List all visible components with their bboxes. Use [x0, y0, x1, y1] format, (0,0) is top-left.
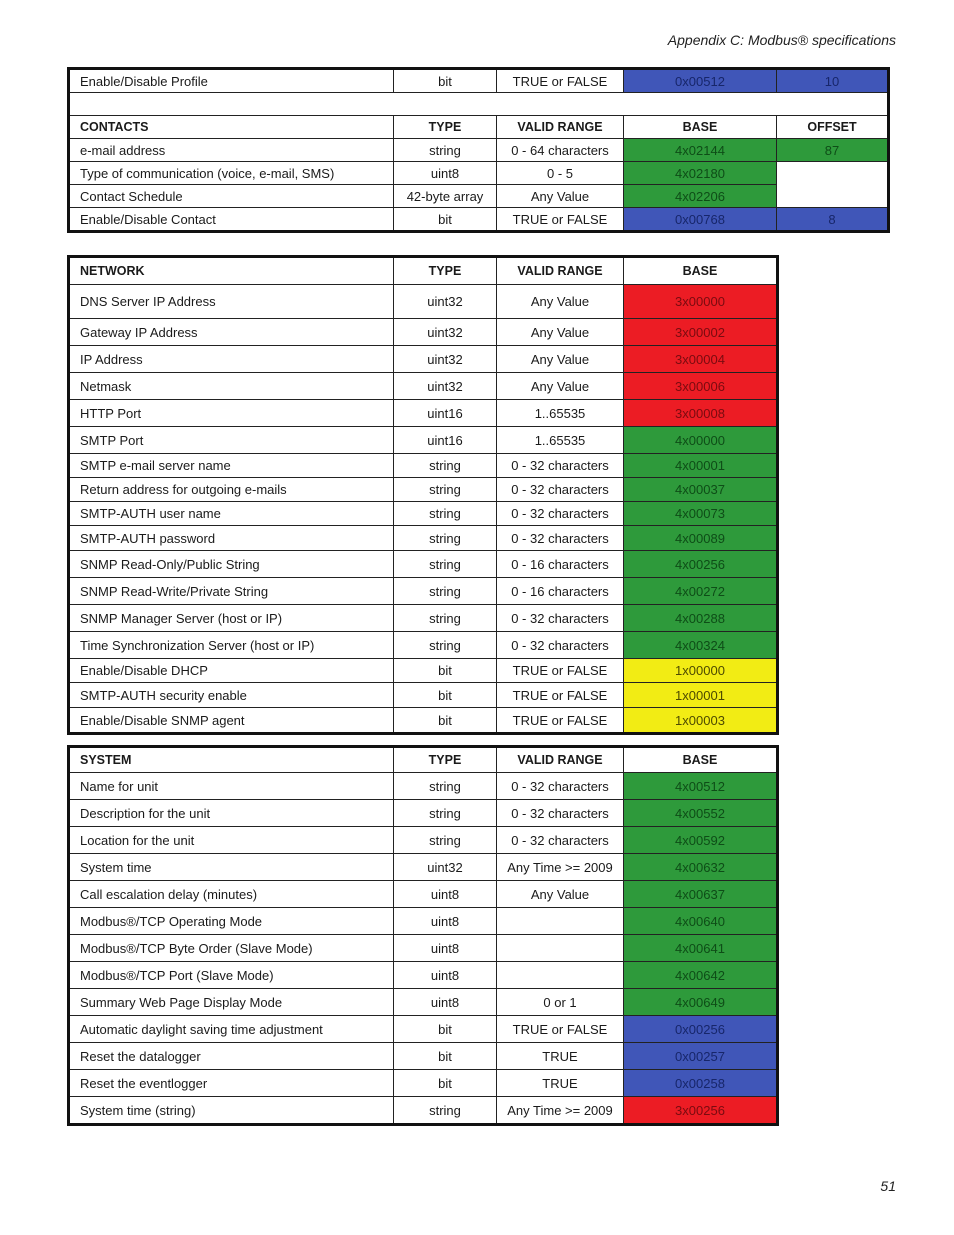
- table-row: [69, 400, 778, 427]
- table-row: [69, 1070, 778, 1097]
- table-row: [69, 800, 778, 827]
- field-base: 3x00008: [624, 400, 778, 427]
- field-type: uint8: [394, 935, 497, 962]
- field-range: TRUE or FALSE: [497, 69, 624, 93]
- field-name: Automatic daylight saving time adjustment: [69, 1016, 394, 1043]
- table-row: [69, 373, 778, 400]
- field-name: SMTP e-mail server name: [69, 454, 394, 478]
- field-name: Modbus®/TCP Byte Order (Slave Mode): [69, 935, 394, 962]
- field-type: string: [394, 502, 497, 526]
- field-type: uint32: [394, 373, 497, 400]
- field-name: Enable/Disable Contact: [69, 208, 394, 232]
- table-row: [69, 989, 778, 1016]
- field-type: bit: [394, 1070, 497, 1097]
- field-type: string: [394, 800, 497, 827]
- field-range: TRUE or FALSE: [497, 683, 624, 708]
- field-base: 0x00256: [624, 1016, 778, 1043]
- column-header-range: VALID RANGE: [497, 116, 624, 139]
- section-title: CONTACTS: [69, 116, 394, 139]
- field-type: bit: [394, 683, 497, 708]
- field-name: IP Address: [69, 346, 394, 373]
- field-base: 4x00641: [624, 935, 778, 962]
- field-type: uint32: [394, 346, 497, 373]
- field-range: TRUE: [497, 1070, 624, 1097]
- system-table: [67, 745, 779, 1126]
- field-type: string: [394, 578, 497, 605]
- field-range: 0 - 32 characters: [497, 773, 624, 800]
- field-type: uint16: [394, 400, 497, 427]
- header-row: [69, 747, 778, 773]
- table-row: [69, 632, 778, 659]
- field-name: System time: [69, 854, 394, 881]
- column-header-range: VALID RANGE: [497, 747, 624, 773]
- field-range: 0 or 1: [497, 989, 624, 1016]
- field-name: Reset the eventlogger: [69, 1070, 394, 1097]
- table-row: [69, 551, 778, 578]
- field-base: 3x00004: [624, 346, 778, 373]
- field-range: 0 - 16 characters: [497, 578, 624, 605]
- field-range: [497, 962, 624, 989]
- field-base: 1x00003: [624, 708, 778, 734]
- field-type: uint8: [394, 962, 497, 989]
- field-base: 4x00037: [624, 478, 778, 502]
- field-base: 3x00256: [624, 1097, 778, 1125]
- field-base: 0x00257: [624, 1043, 778, 1070]
- table-row: [69, 208, 889, 232]
- field-range: 0 - 32 characters: [497, 526, 624, 551]
- table-row: [69, 1043, 778, 1070]
- field-type: bit: [394, 708, 497, 734]
- table-row: [69, 285, 778, 319]
- field-name: Contact Schedule: [69, 185, 394, 208]
- field-type: uint32: [394, 285, 497, 319]
- field-name: Gateway IP Address: [69, 319, 394, 346]
- field-base: 0x00512: [624, 69, 777, 93]
- field-base: 0x00258: [624, 1070, 778, 1097]
- field-name: Summary Web Page Display Mode: [69, 989, 394, 1016]
- field-range: 0 - 32 characters: [497, 605, 624, 632]
- page-header: Appendix C: Modbus® specifications: [667, 32, 896, 48]
- table-row: [69, 346, 778, 373]
- field-base: 3x00000: [624, 285, 778, 319]
- field-type: 42-byte array: [394, 185, 497, 208]
- field-base: 4x00637: [624, 881, 778, 908]
- table-row: [69, 935, 778, 962]
- column-header-type: TYPE: [394, 747, 497, 773]
- field-type: string: [394, 1097, 497, 1125]
- table-row: [69, 908, 778, 935]
- field-name: Description for the unit: [69, 800, 394, 827]
- field-range: [497, 908, 624, 935]
- spacer-row: [69, 93, 889, 116]
- field-type: uint8: [394, 881, 497, 908]
- field-offset: 10: [777, 69, 889, 93]
- table-row: [69, 1097, 778, 1125]
- table-row: [69, 478, 778, 502]
- table-row: [69, 683, 778, 708]
- field-base: 4x00324: [624, 632, 778, 659]
- field-name: SMTP-AUTH user name: [69, 502, 394, 526]
- field-range: TRUE or FALSE: [497, 659, 624, 683]
- field-range: Any Value: [497, 346, 624, 373]
- field-name: Modbus®/TCP Operating Mode: [69, 908, 394, 935]
- field-base: 4x00256: [624, 551, 778, 578]
- field-range: TRUE or FALSE: [497, 208, 624, 232]
- field-range: 0 - 32 characters: [497, 502, 624, 526]
- field-range: 0 - 5: [497, 162, 624, 185]
- section-title: NETWORK: [69, 257, 394, 285]
- field-range: TRUE or FALSE: [497, 708, 624, 734]
- field-type: uint8: [394, 162, 497, 185]
- table-row: [69, 502, 778, 526]
- field-base: 4x02206: [624, 185, 777, 208]
- table-row: [69, 319, 778, 346]
- field-name: DNS Server IP Address: [69, 285, 394, 319]
- field-range: Any Value: [497, 185, 624, 208]
- section-title: SYSTEM: [69, 747, 394, 773]
- field-offset: 87: [777, 139, 889, 162]
- field-type: string: [394, 551, 497, 578]
- field-name: SMTP-AUTH security enable: [69, 683, 394, 708]
- field-base: 4x00089: [624, 526, 778, 551]
- column-header-offset: OFFSET: [777, 116, 889, 139]
- field-base: 1x00001: [624, 683, 778, 708]
- table-row: [69, 827, 778, 854]
- column-header-base: BASE: [624, 257, 778, 285]
- field-base: 4x00001: [624, 454, 778, 478]
- table-row: [69, 185, 889, 208]
- header-row: [69, 257, 778, 285]
- field-name: SMTP-AUTH password: [69, 526, 394, 551]
- field-type: bit: [394, 1043, 497, 1070]
- field-base: 0x00768: [624, 208, 777, 232]
- field-range: Any Value: [497, 881, 624, 908]
- table-row: [69, 708, 778, 734]
- field-range: 0 - 16 characters: [497, 551, 624, 578]
- field-type: bit: [394, 659, 497, 683]
- column-header-base: BASE: [624, 116, 777, 139]
- column-header-base: BASE: [624, 747, 778, 773]
- field-name: Enable/Disable Profile: [69, 69, 394, 93]
- field-range: TRUE: [497, 1043, 624, 1070]
- field-type: uint32: [394, 319, 497, 346]
- field-range: 0 - 32 characters: [497, 800, 624, 827]
- field-range: 0 - 64 characters: [497, 139, 624, 162]
- network-table: [67, 255, 779, 735]
- spacer-cell: [69, 93, 889, 116]
- field-name: Call escalation delay (minutes): [69, 881, 394, 908]
- field-base: 4x02180: [624, 162, 777, 185]
- field-base: 4x00073: [624, 502, 778, 526]
- table-row: [69, 162, 889, 185]
- field-type: string: [394, 454, 497, 478]
- field-range: Any Value: [497, 285, 624, 319]
- field-type: uint8: [394, 989, 497, 1016]
- field-name: Enable/Disable DHCP: [69, 659, 394, 683]
- table-row: [69, 773, 778, 800]
- field-type: string: [394, 478, 497, 502]
- field-type: uint8: [394, 908, 497, 935]
- field-name: HTTP Port: [69, 400, 394, 427]
- column-header-type: TYPE: [394, 257, 497, 285]
- field-name: Type of communication (voice, e-mail, SMS): [69, 162, 394, 185]
- table-row: [69, 578, 778, 605]
- field-base: 4x02144: [624, 139, 777, 162]
- field-name: Enable/Disable SNMP agent: [69, 708, 394, 734]
- field-name: SNMP Read-Only/Public String: [69, 551, 394, 578]
- field-name: e-mail address: [69, 139, 394, 162]
- field-name: Location for the unit: [69, 827, 394, 854]
- field-base: 1x00000: [624, 659, 778, 683]
- field-base: 4x00552: [624, 800, 778, 827]
- field-base: 4x00649: [624, 989, 778, 1016]
- field-type: uint32: [394, 854, 497, 881]
- column-header-type: TYPE: [394, 116, 497, 139]
- field-name: Modbus®/TCP Port (Slave Mode): [69, 962, 394, 989]
- table-row: [69, 69, 889, 93]
- contacts-table: [67, 67, 890, 233]
- field-range: Any Value: [497, 373, 624, 400]
- field-range: 0 - 32 characters: [497, 478, 624, 502]
- field-name: SNMP Manager Server (host or IP): [69, 605, 394, 632]
- field-name: Name for unit: [69, 773, 394, 800]
- table-row: [69, 881, 778, 908]
- table-row: [69, 427, 778, 454]
- field-base: 4x00512: [624, 773, 778, 800]
- field-range: Any Time >= 2009: [497, 854, 624, 881]
- field-offset: 8: [777, 208, 889, 232]
- field-name: Time Synchronization Server (host or IP): [69, 632, 394, 659]
- field-type: string: [394, 139, 497, 162]
- table-row: [69, 854, 778, 881]
- field-name: SMTP Port: [69, 427, 394, 454]
- field-range: 0 - 32 characters: [497, 632, 624, 659]
- header-row: [69, 116, 889, 139]
- field-name: System time (string): [69, 1097, 394, 1125]
- field-name: Netmask: [69, 373, 394, 400]
- field-base: 3x00002: [624, 319, 778, 346]
- table-row: [69, 139, 889, 162]
- field-type: string: [394, 827, 497, 854]
- column-header-range: VALID RANGE: [497, 257, 624, 285]
- field-range: 0 - 32 characters: [497, 827, 624, 854]
- field-base: 3x00006: [624, 373, 778, 400]
- field-range: 1..65535: [497, 400, 624, 427]
- field-range: Any Time >= 2009: [497, 1097, 624, 1125]
- table-row: [69, 526, 778, 551]
- field-base: 4x00640: [624, 908, 778, 935]
- field-type: bit: [394, 69, 497, 93]
- field-type: string: [394, 632, 497, 659]
- table-row: [69, 1016, 778, 1043]
- field-type: bit: [394, 1016, 497, 1043]
- field-name: Reset the datalogger: [69, 1043, 394, 1070]
- field-type: string: [394, 605, 497, 632]
- field-name: Return address for outgoing e-mails: [69, 478, 394, 502]
- field-name: SNMP Read-Write/Private String: [69, 578, 394, 605]
- field-base: 4x00642: [624, 962, 778, 989]
- field-type: string: [394, 773, 497, 800]
- table-row: [69, 659, 778, 683]
- table-row: [69, 454, 778, 478]
- field-base: 4x00000: [624, 427, 778, 454]
- field-range: [497, 935, 624, 962]
- field-range: Any Value: [497, 319, 624, 346]
- field-range: TRUE or FALSE: [497, 1016, 624, 1043]
- field-offset: [777, 162, 889, 208]
- field-range: 1..65535: [497, 427, 624, 454]
- field-base: 4x00632: [624, 854, 778, 881]
- field-base: 4x00272: [624, 578, 778, 605]
- field-range: 0 - 32 characters: [497, 454, 624, 478]
- field-type: uint16: [394, 427, 497, 454]
- table-row: [69, 962, 778, 989]
- field-type: bit: [394, 208, 497, 232]
- page-number: 51: [880, 1178, 896, 1194]
- field-base: 4x00288: [624, 605, 778, 632]
- table-row: [69, 605, 778, 632]
- field-type: string: [394, 526, 497, 551]
- field-base: 4x00592: [624, 827, 778, 854]
